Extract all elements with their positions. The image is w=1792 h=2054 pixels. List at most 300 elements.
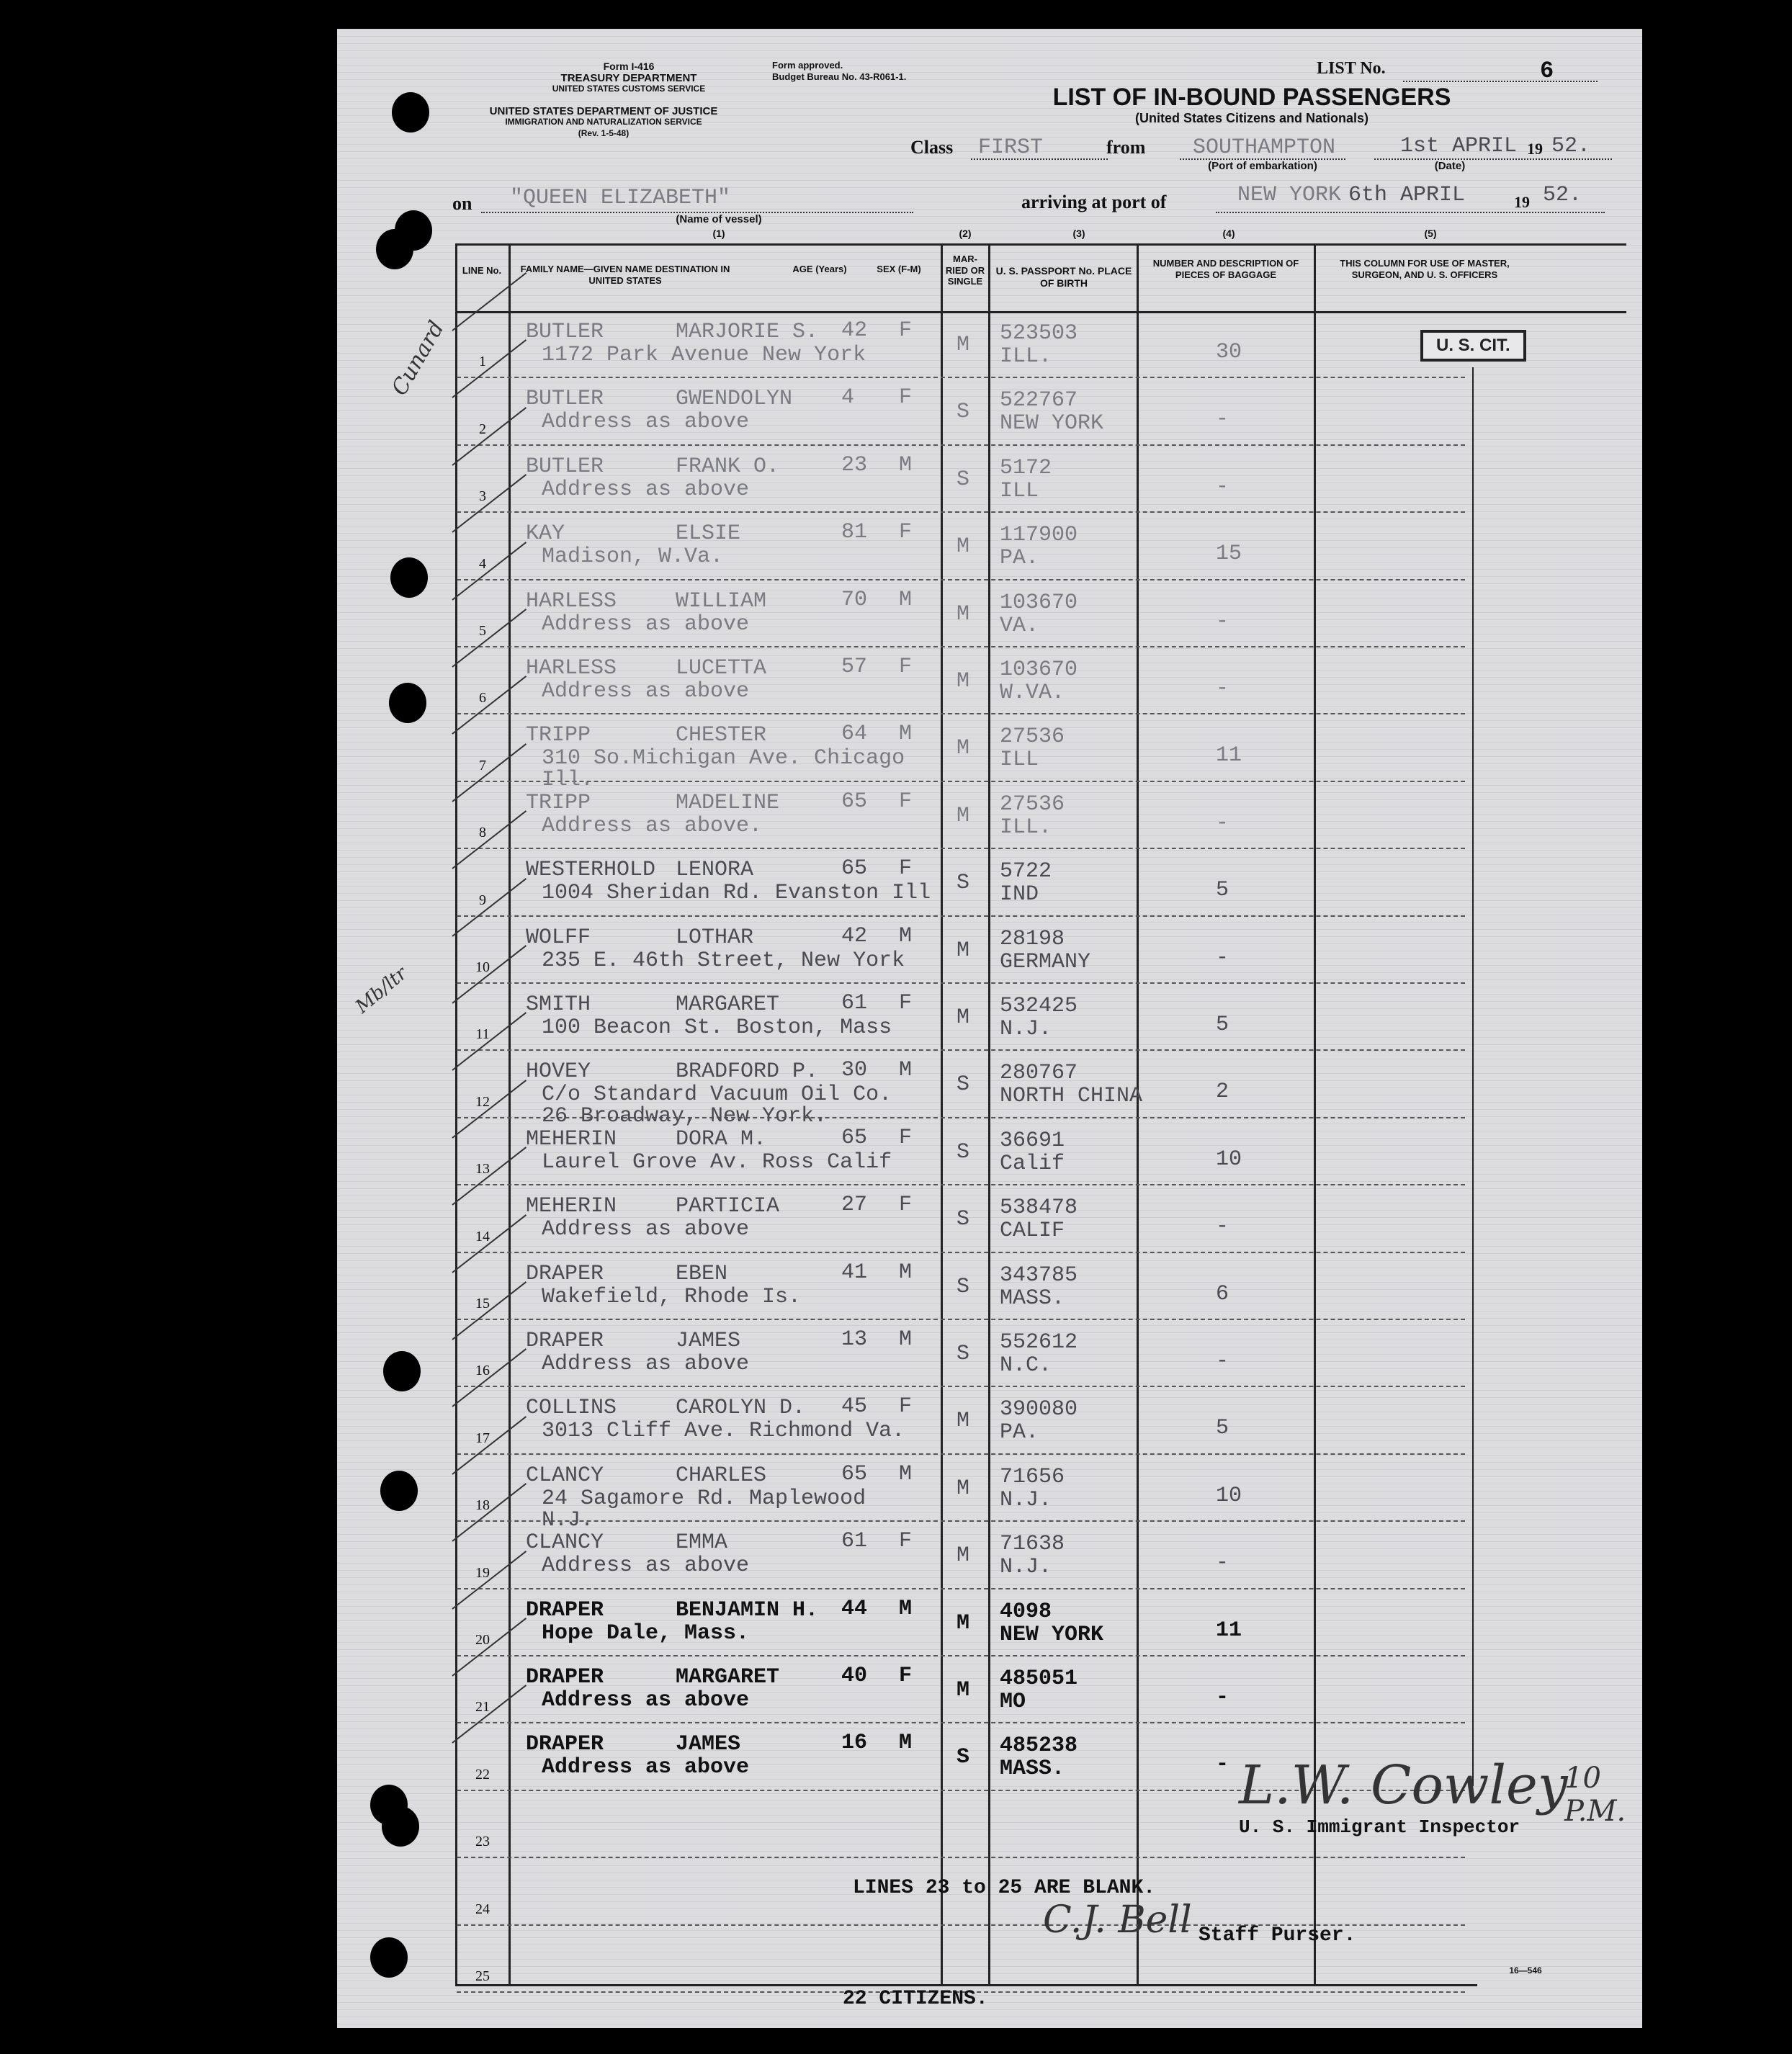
inspector-time-note: 10 P.M. [1564,1762,1626,1828]
passport-number: 485051 [1000,1667,1078,1691]
place-of-birth: W.VA. [1000,681,1065,705]
line-number: 3 [479,488,486,505]
passenger-given-name: LOTHAR [676,925,754,950]
passenger-age: 70 [841,587,868,612]
row-separator [457,713,1465,714]
marital-status: S [957,1745,970,1770]
passenger-given-name: EBEN [676,1261,728,1286]
passenger-age: 65 [841,856,868,882]
budget-bureau: Budget Bureau No. 43-R061-1. [772,71,907,82]
row-separator [457,1252,1465,1253]
passenger-family-name: WESTERHOLD [526,858,656,883]
arrival-year-prefix: 19 [1514,193,1530,211]
list-underline [1403,81,1598,82]
on-label: on [452,193,472,214]
row-separator [457,848,1465,849]
passenger-address: 1004 Sheridan Rd. Evanston Ill [542,881,931,906]
passport-number: 71638 [1000,1532,1065,1557]
marital-status: M [957,669,970,694]
passenger-age: 61 [841,991,868,1015]
row-separator [457,579,1465,580]
passenger-address-line2: 26 Broadway, New York. [542,1104,828,1129]
baggage-count: 10 [1216,1147,1242,1172]
baggage-count: 5 [1216,1013,1229,1037]
inspector-title: U. S. Immigrant Inspector [1239,1816,1520,1838]
line-number: 7 [479,757,486,773]
baggage-count: - [1216,1214,1229,1239]
passenger-address: 3013 Cliff Ave. Richmond Va. [542,1419,905,1444]
passenger-address: Wakefield, Rhode Is. [542,1284,802,1309]
place-of-birth: MASS. [1000,1757,1065,1782]
passenger-given-name: BENJAMIN H. [676,1597,819,1623]
passenger-family-name: MEHERIN [526,1126,617,1152]
passport-number: 523503 [1000,321,1078,346]
row-separator [457,915,1465,917]
passenger-given-name: BRADFORD P. [676,1059,819,1085]
header-bottom-rule [455,311,1626,313]
passenger-given-name: MADELINE [676,790,780,815]
line-number: 15 [475,1296,490,1311]
baggage-count: - [1216,676,1229,701]
row-separator [457,982,1465,984]
header-baggage: NUMBER AND DESCRIPTION OF PIECES OF BAGGAGE [1152,258,1299,280]
passenger-sex: F [899,1529,913,1554]
place-of-birth: Calif [1000,1151,1065,1176]
place-of-birth: N.J. [1000,1017,1052,1041]
passenger-sex: F [899,789,913,814]
place-of-birth: ILL [1000,478,1039,503]
passenger-family-name: DRAPER [526,1597,604,1623]
passenger-family-name: CLANCY [526,1530,604,1556]
line-number: 9 [479,892,486,908]
passenger-address-line2: N.J. [542,1507,594,1533]
line-number: 8 [479,825,486,841]
passport-number: 280767 [1000,1061,1078,1086]
passenger-sex: F [899,1193,913,1218]
arrival-port: NEW YORK [1237,183,1342,207]
baggage-count: 11 [1216,1618,1242,1643]
passenger-given-name: WILLIAM [676,588,767,614]
place-of-birth: NEW YORK [1000,411,1104,436]
passport-number: 28198 [1000,926,1065,951]
header-officers: THIS COLUMN FOR USE OF MASTER, SURGEON, AND U. S. OFFICERS [1340,258,1510,280]
passenger-age: 13 [841,1327,868,1352]
place-of-birth: CALIF [1000,1219,1065,1244]
arrival-year: 52. [1543,183,1582,207]
marital-status: M [957,1543,970,1569]
passport-number: 390080 [1000,1397,1078,1422]
passport-number: 538478 [1000,1196,1078,1221]
line-number: 10 [475,959,490,975]
marital-status: M [957,1005,970,1030]
margin-note-lower: Mb/ltr [351,962,412,1018]
departure-year: 52. [1551,134,1591,158]
passenger-family-name: DRAPER [526,1665,604,1690]
marital-status: S [957,1207,970,1232]
passenger-address-line2: Ill. [542,768,594,793]
form-code: 16—546 [1509,1965,1542,1975]
line-number: 4 [479,555,486,572]
passenger-address: C/o Standard Vacuum Oil Co. [542,1082,892,1108]
line-number: 14 [475,1228,490,1244]
revision: (Rev. 1-5-48) [578,128,630,138]
passenger-address: 310 So.Michigan Ave. Chicago [542,746,905,771]
passenger-age: 23 [841,452,868,477]
marital-status: S [957,467,970,492]
row-separator [457,1588,1465,1589]
passenger-age: 42 [841,923,868,948]
passenger-sex: M [899,587,913,612]
baggage-count: - [1216,1752,1229,1777]
passport-number: 522767 [1000,388,1078,413]
passenger-age: 42 [841,318,868,343]
arriving-label: arriving at port of [1021,192,1167,212]
passenger-sex: F [899,1125,913,1150]
line-number: 12 [475,1093,490,1110]
place-of-birth: ILL [1000,748,1039,773]
marital-status: M [957,534,970,560]
place-of-birth: ILL. [1000,344,1052,369]
passenger-family-name: TRIPP [526,723,591,748]
from-label: from [1106,137,1146,158]
passenger-address: Madison, W.Va. [542,544,724,570]
line-number: 22 [475,1766,490,1782]
passenger-family-name: HARLESS [526,588,617,614]
passenger-age: 30 [841,1058,868,1083]
line-number: 18 [475,1497,490,1514]
passenger-sex: F [899,991,913,1015]
passenger-age: 57 [841,655,868,679]
line-number: 25 [475,1968,490,1984]
line-number: 2 [479,421,486,437]
passport-number: 532425 [1000,994,1078,1018]
row-separator [457,1319,1465,1320]
passenger-family-name: SMITH [526,992,591,1017]
passenger-address: Address as above [542,1217,750,1242]
passenger-given-name: FRANK O. [676,454,780,479]
passenger-given-name: JAMES [676,1732,741,1757]
passenger-sex: F [899,655,913,679]
baggage-count: - [1216,407,1229,432]
departure-date: 1st APRIL [1400,134,1518,158]
marital-status: S [957,1072,970,1098]
line-number: 20 [475,1632,490,1648]
row-separator [457,1857,1465,1858]
baggage-count: - [1216,1349,1229,1373]
passenger-address: Laurel Grove Av. Ross Calif [542,1149,892,1175]
passenger-family-name: TRIPP [526,790,591,815]
passport-number: 5722 [1000,859,1052,884]
departure-year-prefix: 19 [1527,140,1543,158]
justice-dept: UNITED STATES DEPARTMENT OF JUSTICE [489,105,718,117]
table-top-rule [455,243,1626,246]
header-sex: SEX (F-M) [877,264,921,274]
passenger-address: Address as above [542,477,750,502]
place-of-birth: NORTH CHINA [1000,1084,1143,1109]
marital-status: S [957,1139,970,1165]
header-line-no: LINE No. [462,265,502,276]
passenger-given-name: CHESTER [676,723,767,748]
marital-status: M [957,1678,970,1703]
passenger-family-name: KAY [526,521,565,547]
marital-status: M [957,601,970,627]
passenger-given-name: MARJORIE S. [676,320,819,344]
place-of-birth: GERMANY [1000,949,1091,974]
place-of-birth: PA. [1000,546,1039,571]
binder-hole [380,1471,418,1511]
passport-number: 343785 [1000,1263,1078,1288]
arrival-underline [1216,212,1605,213]
place-of-birth: ILL. [1000,815,1052,840]
passport-number: 117900 [1000,523,1078,548]
passenger-sex: M [899,1260,913,1285]
passenger-family-name: DRAPER [526,1732,604,1757]
passport-number: 71656 [1000,1464,1065,1489]
column-4-number: (4) [1222,228,1235,239]
binder-hole [392,92,429,133]
header-passport: U. S. PASSPORT No. PLACE OF BIRTH [995,265,1132,289]
row-separator [457,1520,1465,1522]
place-of-birth: N.C. [1000,1353,1052,1378]
passenger-age: 45 [841,1394,868,1420]
passenger-given-name: MARGARET [676,992,780,1017]
passenger-age: 27 [841,1193,868,1218]
binder-hole [382,1806,419,1847]
passenger-given-name: GWENDOLYN [676,387,793,412]
place-of-birth: PA. [1000,1420,1039,1445]
marital-status: S [957,400,970,425]
passenger-address: 100 Beacon St. Boston, Mass [542,1015,892,1040]
customs-service: UNITED STATES CUSTOMS SERVICE [552,84,706,94]
passenger-age: 64 [841,722,868,747]
binder-hole [370,1937,408,1978]
line-number: 5 [479,623,486,639]
passenger-sex: M [899,1327,913,1352]
date-caption: (Date) [1434,160,1466,172]
marital-status: S [957,1274,970,1299]
passenger-address: Address as above [542,611,750,637]
passenger-age: 41 [841,1260,868,1285]
passenger-age: 65 [841,789,868,814]
line-number: 24 [475,1901,490,1917]
officer-column-line [1472,367,1474,1786]
passenger-sex: M [899,1596,913,1621]
passenger-family-name: HOVEY [526,1059,591,1085]
row-separator [457,1049,1465,1051]
passenger-address: 235 E. 46th Street, New York [542,948,905,973]
passport-number: 4098 [1000,1599,1052,1624]
port-of-embarkation: SOUTHAMPTON [1193,135,1336,160]
passenger-age: 61 [841,1529,868,1554]
passenger-address: Address as above [542,410,750,435]
vessel-caption: (Name of vessel) [676,213,762,225]
row-separator [457,781,1465,782]
passport-number: 5172 [1000,455,1052,480]
baggage-count: - [1216,945,1229,970]
list-number: 6 [1540,58,1554,84]
baggage-count: - [1216,474,1229,499]
binder-hole [395,210,432,251]
marital-status: M [957,1610,970,1636]
arrival-date: 6th APRIL [1348,183,1466,207]
passenger-address: Address as above [542,1755,750,1780]
row-separator [457,444,1465,446]
row-separator [457,1722,1465,1723]
passenger-sex: M [899,1731,913,1756]
passenger-family-name: DRAPER [526,1261,604,1286]
passenger-address: Address as above [542,679,750,704]
passenger-given-name: PARTICIA [676,1194,780,1219]
row-separator [457,1184,1465,1185]
passenger-sex: F [899,520,913,545]
passenger-family-name: BUTLER [526,387,604,412]
purser-signature: C.J. Bell [1043,1898,1192,1942]
treasury-dept: TREASURY DEPARTMENT [560,72,697,84]
passenger-sex: M [899,923,913,948]
passenger-age: 44 [841,1596,868,1621]
purser-title: Staff Purser. [1199,1924,1356,1947]
row-separator [457,377,1465,378]
place-of-birth: MO [1000,1690,1026,1714]
baggage-count: 15 [1216,542,1242,567]
list-label: LIST No. [1317,59,1386,78]
us-citizen-stamp: U. S. CIT. [1420,330,1526,362]
port-caption: (Port of embarkation) [1208,160,1317,172]
passenger-given-name: LUCETTA [676,656,767,681]
line-number: 13 [475,1161,490,1178]
passenger-family-name: WOLFF [526,925,591,950]
passenger-sex: F [899,1664,913,1688]
passenger-age: 81 [841,520,868,545]
passenger-address: 1172 Park Avenue New York [542,343,866,367]
passenger-sex: F [899,856,913,882]
passenger-address: 24 Sagamore Rd. Maplewood [542,1486,866,1511]
header-married: MAR-RIED OR SINGLE [945,254,985,287]
baggage-count: 6 [1216,1281,1229,1306]
blank-lines-note: LINES 23 to 25 ARE BLANK. [853,1877,1156,1899]
binder-hole [389,683,426,723]
passenger-family-name: CLANCY [526,1463,604,1488]
column-1-number: (1) [712,228,725,239]
baggage-count: - [1216,609,1229,634]
line-number: 21 [475,1699,490,1716]
marital-status: S [957,1342,970,1366]
passenger-family-name: HARLESS [526,656,617,681]
baggage-count: 11 [1216,743,1242,768]
passport-number: 103670 [1000,658,1078,682]
marital-status: M [957,1476,970,1501]
manifest-page [337,29,1642,2028]
marital-status: M [957,803,970,828]
manifest-title: LIST OF IN-BOUND PASSENGERS [1052,84,1451,111]
row-separator [457,646,1465,647]
line-number: 23 [475,1834,490,1850]
baggage-count: 30 [1216,340,1242,364]
passport-number: 552612 [1000,1330,1078,1355]
place-of-birth: MASS. [1000,1286,1065,1311]
column-2-number: (2) [959,228,972,239]
passenger-sex: F [899,385,913,411]
row-separator [457,511,1465,513]
marital-status: M [957,938,970,963]
form-approved: Form approved. [772,60,843,71]
column-3-number: (3) [1072,228,1085,239]
class-underline [971,158,1108,160]
passenger-sex: M [899,722,913,747]
class-label: Class [910,137,954,158]
binder-hole [390,557,428,598]
passport-number: 27536 [1000,791,1065,817]
baggage-count: - [1216,810,1229,835]
baggage-count: 10 [1216,1483,1242,1508]
place-of-birth: N.J. [1000,1487,1052,1512]
passenger-given-name: MARGARET [676,1665,780,1690]
passenger-age: 65 [841,1461,868,1486]
passenger-given-name: JAMES [676,1329,741,1353]
passport-number: 103670 [1000,590,1078,615]
baggage-count: - [1216,1551,1229,1576]
vessel-name: "QUEEN ELIZABETH" [510,186,731,210]
place-of-birth: N.J. [1000,1555,1052,1580]
row-separator [457,1386,1465,1387]
passenger-given-name: ELSIE [676,521,741,547]
passenger-address: Hope Dale, Mass. [542,1620,750,1646]
baggage-count: 5 [1216,878,1229,903]
line-number: 6 [479,690,486,707]
form-number: Form I-416 [603,60,655,72]
passenger-given-name: EMMA [676,1530,728,1556]
passenger-address: Address as above [542,1352,750,1376]
passenger-address: Address as above [542,1553,750,1579]
header-name-destination: FAMILY NAME—GIVEN NAME DESTINATION IN UNITED STATES [520,264,730,286]
line-number: 17 [475,1430,490,1446]
passenger-age: 65 [841,1125,868,1150]
header-age: AGE (Years) [792,264,847,274]
passenger-sex: F [899,1394,913,1420]
passenger-given-name: CHARLES [676,1463,767,1488]
marital-status: M [957,333,970,357]
passenger-age: 40 [841,1664,868,1688]
passport-number: 27536 [1000,725,1065,750]
row-separator [457,1655,1465,1656]
passenger-family-name: MEHERIN [526,1194,617,1219]
passenger-age: 16 [841,1731,868,1756]
passenger-family-name: DRAPER [526,1329,604,1353]
marital-status: M [957,736,970,761]
place-of-birth: NEW YORK [1000,1622,1104,1647]
baggage-count: 2 [1216,1080,1229,1105]
passenger-given-name: CAROLYN D. [676,1396,806,1421]
passenger-address: Address as above. [542,813,763,838]
baggage-count: 5 [1216,1416,1229,1441]
passport-number: 36691 [1000,1128,1065,1153]
place-of-birth: IND [1000,882,1039,907]
passenger-address: Address as above [542,1688,750,1713]
passenger-family-name: BUTLER [526,320,604,344]
marital-status: S [957,871,970,896]
passenger-sex: F [899,318,913,343]
passenger-sex: M [899,1058,913,1083]
binder-hole [383,1351,421,1391]
marital-status: M [957,1409,970,1434]
line-number: 1 [479,354,486,370]
row-separator [457,1453,1465,1455]
baggage-count: - [1216,1685,1229,1710]
passenger-given-name: DORA M. [676,1126,767,1152]
class-value: FIRST [978,135,1044,160]
passenger-sex: M [899,1461,913,1486]
line-number: 11 [475,1026,490,1043]
